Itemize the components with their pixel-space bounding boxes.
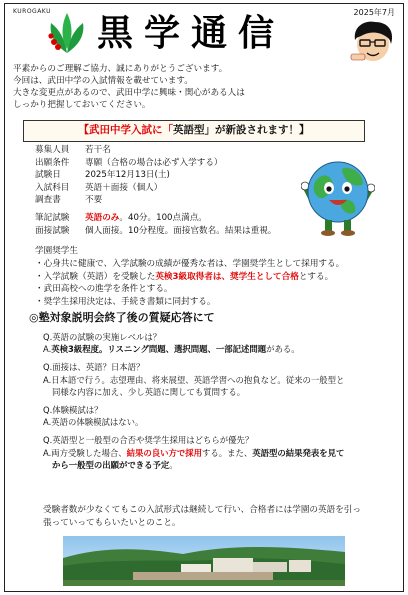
scholarship-item [35, 283, 344, 296]
school-logo-icon [45, 9, 89, 57]
scholarship-text: ・心身共に健康で、入学試験の成績が優秀な者は、学園奨学生として採用する。 [35, 258, 345, 269]
qa-list [43, 331, 383, 477]
info-row [35, 169, 223, 182]
banner-highlight: 英語型 [173, 124, 205, 137]
qa-answer-bold: から一般型の出願ができる予定 [52, 459, 170, 470]
info-row [35, 157, 223, 170]
globe-mascot-icon [301, 144, 375, 236]
info-label: 調査書 [35, 195, 61, 205]
info-row [35, 144, 223, 157]
newsletter-title: 黒学通信 [97, 13, 286, 54]
qa-item [43, 331, 383, 355]
banner-suffix: 」が新設されます！】 [204, 124, 310, 137]
qa-answer-text: 。 [169, 459, 178, 470]
qa-item [43, 361, 383, 398]
qa-item [43, 404, 383, 428]
qa-answer [43, 459, 383, 471]
qa-answer-bold: 英検3級程度。リスニング問題、選択問題、一部記述問題 [51, 344, 267, 355]
scholarship-item [35, 271, 344, 284]
scholarship-item [35, 296, 344, 309]
exam-details [35, 212, 276, 237]
header [5, 4, 403, 62]
info-label: 募集人員 [35, 145, 70, 155]
qa-question: Q.体験模試は？ [43, 405, 103, 416]
qa-answer: A.英語の体験模試はない。 [43, 417, 144, 428]
qa-question: Q.面接は、英語？日本語？ [43, 362, 145, 373]
scholarship-item [35, 258, 344, 271]
scholarship-text: ・奨学生採用決定は、手続き書類に同封する。 [35, 297, 216, 308]
announcement-banner [23, 120, 365, 142]
closing-line: 張っていってもらいたいとのこと。 [43, 518, 181, 528]
intro-paragraph [13, 63, 313, 111]
scholarship-title: 学園奨学生 [35, 246, 78, 256]
info-value: 英語＋面接（個人） [85, 182, 163, 193]
info-value: 若干名 [85, 145, 111, 155]
scholarship-section [35, 245, 344, 309]
scholarship-text: ・武田高校への進学を条件とする。 [35, 284, 173, 295]
info-label: 入試科目 [35, 182, 70, 193]
qa-item [43, 434, 383, 471]
info-label: 試験日 [35, 170, 61, 180]
closing-line: 受験者数が少なくてもこの入試形式は継続して行い、合格者には学園の英語を引っ [43, 505, 361, 515]
qa-answer-highlight: 結果の良い方で採用 [126, 447, 202, 458]
info-row [35, 182, 223, 195]
interview-label: 面接試験 [35, 225, 70, 236]
interview-detail: 個人面接。10分程度。面接官数名。結果は重視。 [85, 225, 277, 236]
info-value: 不要 [85, 195, 103, 205]
intro-line: しっかり把握しておいてください。 [13, 100, 151, 110]
info-value: 2025年12月13日(土) [85, 170, 170, 180]
written-exam-highlight: 英語のみ [85, 213, 120, 223]
written-exam-row [35, 212, 276, 225]
qa-section-title: ◎塾対象説明会終了後の質疑応答にて [29, 311, 215, 324]
intro-line: 大きな変更点があるので、武田中学に興味・関心がある人は [13, 88, 245, 98]
teacher-avatar-icon [347, 18, 399, 64]
newsletter-page [4, 3, 404, 592]
qa-answer-text: する。また、 [202, 447, 253, 458]
qa-question: Q.英語の試験の実施レベルは？ [43, 332, 162, 342]
intro-line: 今回は、武田中学の入試情報を載せています。 [13, 76, 193, 86]
info-row [35, 194, 223, 207]
closing-paragraph [43, 504, 361, 530]
info-value: 専願（合格の場合は必ず入学する） [85, 157, 223, 168]
qa-question: Q.英語型と一般型の合否や奨学生採用はどちらが優先？ [43, 435, 254, 446]
qa-answer: 同様な内容に加え、少し英語に関しても質問する。 [52, 386, 246, 397]
written-exam-detail: 。40分。100点満点。 [119, 213, 207, 223]
intro-line: 平素からのご理解ご協力、誠にありがとうございます。 [13, 64, 228, 74]
qa-answer-text: がある。 [266, 344, 300, 355]
scholarship-highlight: 英検3級取得者は、奨学生として合格 [155, 271, 299, 282]
school-campus-photo [63, 536, 345, 586]
scholarship-text: とする。 [298, 271, 334, 282]
written-exam-label: 筆記試験 [35, 213, 70, 223]
qa-answer-bold: 英語型の結果発表を見て [252, 447, 345, 458]
logo-text: KUROGAKU [13, 8, 51, 15]
banner-prefix: 【武田中学入試に「 [78, 124, 173, 137]
qa-answer [43, 447, 383, 459]
qa-answer-prefix: A. [43, 344, 52, 355]
qa-answer [43, 343, 383, 355]
interview-row [35, 225, 276, 238]
exam-info-list [35, 144, 223, 207]
info-label: 出願条件 [35, 157, 70, 168]
qa-answer-text: A.両方受験した場合、 [43, 447, 127, 458]
issue-date: 2025年7月 [353, 8, 395, 17]
scholarship-text: ・入学試験（英語）を受験した [35, 271, 156, 282]
qa-answer: A.日本語で行う。志望理由、将来展望、英語学習への抱負など。従来の一般型と [43, 374, 345, 385]
